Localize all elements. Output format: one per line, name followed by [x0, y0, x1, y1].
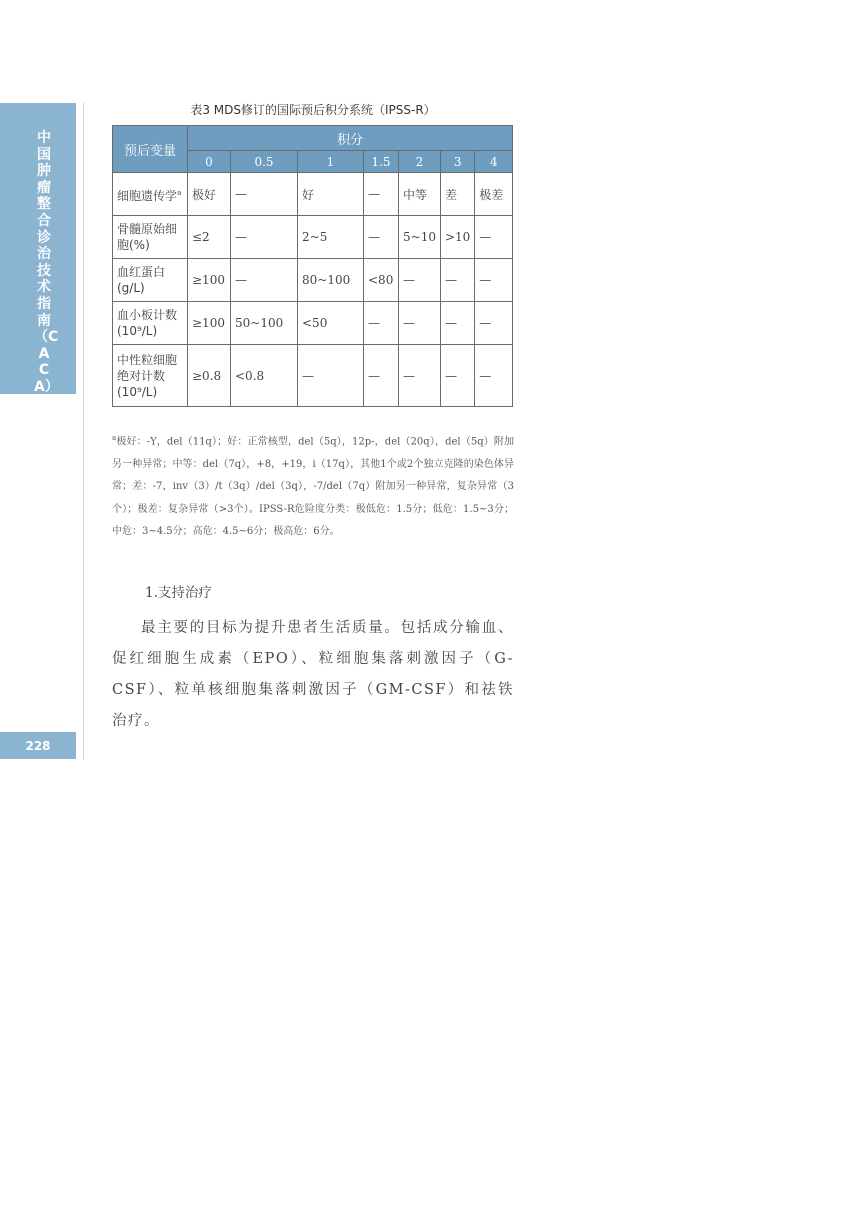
table-cell: —: [475, 216, 513, 259]
table-cell: —: [364, 345, 399, 407]
table-cell: 5~10: [399, 216, 441, 259]
table-cell: —: [399, 345, 441, 407]
score-col-header: 2: [399, 151, 441, 173]
table-cell: 2~5: [298, 216, 364, 259]
table-row: [113, 173, 513, 216]
table-cell: 中等: [399, 173, 441, 216]
row-label: 骨髓原始细胞(%): [113, 216, 188, 259]
table-cell: 极好: [188, 173, 231, 216]
score-col-header: 0: [188, 151, 231, 173]
header-prognostic-variable: 预后变量: [113, 126, 188, 173]
score-col-header: 1.5: [364, 151, 399, 173]
table-cell: —: [475, 345, 513, 407]
score-col-header: 3: [440, 151, 474, 173]
table-row: [113, 216, 513, 259]
table-footnote: $^a$极好：-Y，del（11q）；好：正常核型，del（5q），12p-，del（20q），del（5q）附加另一种异常；中等：del（7q），+8，+19，i（17q），其他1个或2个独立克隆的染色体异常；差：-7，inv（3）/t（3q）/del（3q），-7/del（7q）附加另一种异常，复杂异常（3个）；极差：复杂异常（>3个）。IPSS-R危险度分类：极低危：1.5分；低危：1.5~3分；中危：3~4.5分；高危：4.5~6分；极高危：6分。: [112, 434, 514, 538]
table-cell: —: [231, 216, 298, 259]
table-row: [113, 345, 513, 407]
table-cell: —: [475, 259, 513, 302]
table-cell: ≤2: [188, 216, 231, 259]
row-label: 细胞遗传学$^a$: [113, 173, 188, 216]
table-caption: 表3 MDS修订的国际预后积分系统（IPSS-R）: [190, 103, 436, 117]
table-cell: —: [364, 302, 399, 345]
row-label: 血红蛋白(g/L): [113, 259, 188, 302]
table-cell: ≥100: [188, 302, 231, 345]
table-cell: 80~100: [298, 259, 364, 302]
table-cell: —: [364, 173, 399, 216]
table-cell: —: [399, 259, 441, 302]
row-label: 中性粒细胞绝对计数(10⁹/L): [113, 345, 188, 407]
table-cell: —: [440, 259, 474, 302]
table-cell: —: [364, 216, 399, 259]
table-cell: —: [440, 302, 474, 345]
table-cell: 极差: [475, 173, 513, 216]
table-cell: <0.8: [231, 345, 298, 407]
table-cell: <50: [298, 302, 364, 345]
ipss-r-table: [112, 125, 513, 407]
table-cell: —: [440, 345, 474, 407]
table-cell: ≥100: [188, 259, 231, 302]
table-cell: 好: [298, 173, 364, 216]
table-cell: >10: [440, 216, 474, 259]
section-heading: 1.支持治疗: [145, 585, 212, 601]
sidebar-book-title: 中国肿瘤整合诊治技术指南（CACA）: [34, 130, 59, 395]
table-cell: <80: [364, 259, 399, 302]
table-cell: 50~100: [231, 302, 298, 345]
table-cell: —: [399, 302, 441, 345]
row-label: 血小板计数(10⁹/L): [113, 302, 188, 345]
table-cell: ≥0.8: [188, 345, 231, 407]
score-col-header: 0.5: [231, 151, 298, 173]
margin-divider: [83, 103, 84, 760]
body-paragraph: 最主要的目标为提升患者生活质量。包括成分输血、促红细胞生成素（EPO）、粒细胞集落刺激因子（G-CSF）、粒单核细胞集落刺激因子（GM-CSF）和祛铁治疗。: [112, 620, 514, 729]
table-cell: —: [298, 345, 364, 407]
header-score: 积分: [188, 126, 513, 151]
score-col-header: 4: [475, 151, 513, 173]
page-number: 228: [0, 732, 76, 759]
table-cell: 差: [440, 173, 474, 216]
table-row: [113, 302, 513, 345]
table-row: [113, 259, 513, 302]
table-cell: —: [231, 259, 298, 302]
table-cell: —: [231, 173, 298, 216]
table-cell: —: [475, 302, 513, 345]
score-col-header: 1: [298, 151, 364, 173]
